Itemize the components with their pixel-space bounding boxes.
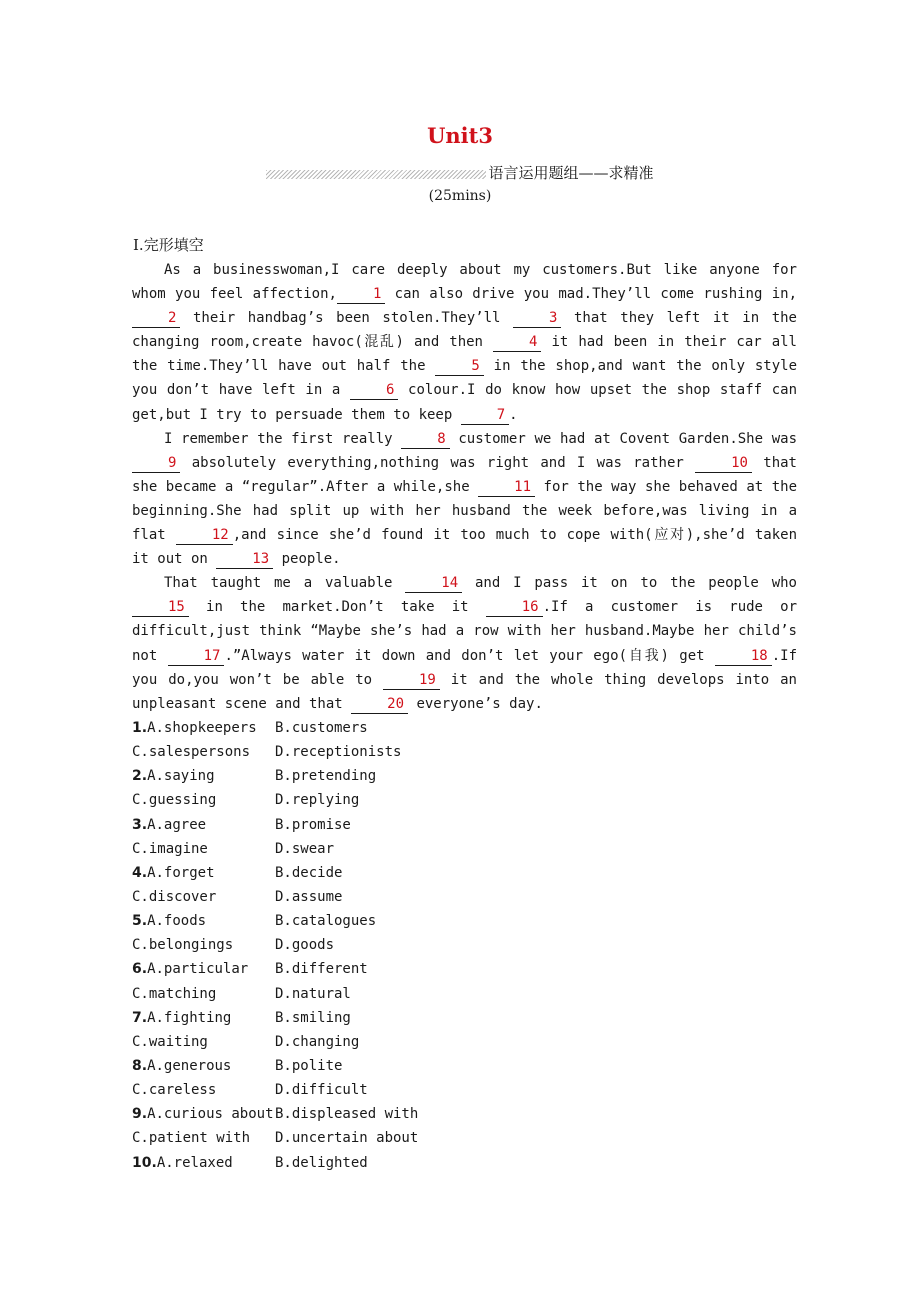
option-choice <box>132 933 233 957</box>
passage-text: in the market.Don’t take it <box>188 599 486 616</box>
question-number: 1. <box>132 720 148 736</box>
option-row <box>132 1102 832 1126</box>
question-options <box>132 716 832 1175</box>
passage-text: that they left it in the changing room,create havoc(混乱) and then <box>132 310 797 351</box>
option-choice: B.decide <box>275 864 343 881</box>
option-choice <box>132 885 216 909</box>
option-choice <box>132 1030 208 1054</box>
option-choice <box>132 1126 250 1150</box>
option-text: A.shopkeepers <box>147 720 257 736</box>
question-number: 8. <box>132 1057 148 1074</box>
option-choice: D.difficult <box>275 1082 368 1099</box>
passage-text: and I pass it on to the people who <box>462 575 797 592</box>
decorative-hatch-bar <box>266 170 486 179</box>
option-choice <box>132 1054 231 1078</box>
option-row <box>132 764 832 788</box>
passage-text: it and the whole thing develops into an unpleasant scene and that <box>132 671 797 712</box>
option-choice: D.goods <box>275 937 335 954</box>
blank-number: 18 <box>715 647 772 666</box>
option-text: C.salespersons <box>132 744 251 761</box>
option-choice: D.swear <box>275 840 335 857</box>
option-text: A.particular <box>147 961 249 978</box>
option-choice <box>132 764 215 788</box>
blank-number: 14 <box>405 574 462 593</box>
passage-paragraph <box>132 258 797 427</box>
option-choice <box>132 788 216 812</box>
option-choice: D.receptionists <box>275 744 402 761</box>
option-text: A.saying <box>147 768 215 785</box>
passage-text: people. <box>273 551 341 568</box>
passage-text: .If you do,you won’t be able to <box>132 647 798 688</box>
option-text: A.agree <box>147 816 207 833</box>
option-text: C.imagine <box>132 840 208 857</box>
duration-label: (25mins) <box>428 188 492 204</box>
passage-text: that she became a “regular”.After a while,she <box>132 454 797 495</box>
passage-text: customer we had at Covent Garden.She was <box>449 430 797 447</box>
option-text: C.discover <box>132 888 217 905</box>
passage-text: That taught me a valuable <box>164 575 406 592</box>
blank-number: 10 <box>695 454 752 473</box>
blank-number: 5 <box>435 357 483 376</box>
option-row <box>132 933 832 957</box>
option-row <box>132 740 832 764</box>
option-text: A.forget <box>147 864 215 881</box>
option-text: A.fighting <box>147 1009 232 1026</box>
option-choice <box>132 1078 216 1102</box>
option-row <box>132 813 832 837</box>
option-choice <box>132 909 206 933</box>
passage-text: it had been in their car all the time.They’ll have out half the <box>132 334 797 375</box>
page-title: Unit3 <box>427 123 493 148</box>
option-choice <box>132 1102 274 1126</box>
passage-text: .If a customer is rude or difficult,just think “Maybe she’s had a row with her husband.Maybe her child’s not <box>132 599 798 664</box>
option-row <box>132 885 832 909</box>
option-text: A.curious about <box>147 1106 274 1123</box>
blank-number: 19 <box>383 671 440 690</box>
question-number: 10. <box>132 1154 157 1171</box>
passage-text: everyone’s day. <box>408 695 543 712</box>
option-choice <box>132 1006 231 1030</box>
question-number: 6. <box>132 961 148 978</box>
option-choice <box>132 861 215 885</box>
question-number: 3. <box>132 816 148 833</box>
question-number: 7. <box>132 1009 148 1026</box>
option-choice <box>132 957 248 981</box>
subtitle-row <box>0 162 920 183</box>
option-text: C.matching <box>132 985 217 1002</box>
option-choice <box>132 813 206 837</box>
passage-text: colour.I do know how upset the shop staff can get,but I try to persuade them to keep <box>132 382 797 423</box>
blank-number: 2 <box>132 309 180 328</box>
option-choice: D.natural <box>275 985 351 1002</box>
question-number: 2. <box>132 768 148 785</box>
option-row <box>132 957 832 981</box>
option-row <box>132 982 832 1006</box>
passage-text: their handbag’s been stolen.They’ll <box>180 310 513 327</box>
option-choice: B.displeased with <box>275 1106 419 1123</box>
option-text: C.belongings <box>132 937 234 954</box>
subtitle: 语言运用题组——求精准 <box>488 164 654 182</box>
passage-text: for the way she behaved at the beginning.She had split up with her husband the week before,was living in a flat <box>132 478 798 544</box>
option-text: C.waiting <box>132 1033 208 1050</box>
option-choice: B.promise <box>275 816 351 833</box>
blank-number: 17 <box>168 647 225 666</box>
option-choice: D.replying <box>275 792 360 809</box>
passage-paragraph <box>132 571 797 716</box>
blank-number: 6 <box>350 381 398 400</box>
option-row <box>132 716 832 740</box>
option-choice <box>132 740 250 764</box>
passage-text: As a businesswoman,I care deeply about my customers.But like anyone for whom you feel affection, <box>132 262 797 303</box>
blank-number: 20 <box>351 695 408 714</box>
blank-number: 8 <box>401 430 449 449</box>
option-text: C.guessing <box>132 792 217 809</box>
option-row <box>132 1078 832 1102</box>
option-row <box>132 861 832 885</box>
section-title: Ⅰ.完形填空 <box>133 236 204 254</box>
option-choice: B.polite <box>275 1057 343 1074</box>
cloze-passage <box>132 258 797 716</box>
passage-text: I remember the first really <box>164 430 402 447</box>
option-text: C.patient with <box>132 1130 251 1147</box>
blank-number: 4 <box>493 333 541 352</box>
blank-number: 15 <box>132 598 189 617</box>
blank-number: 9 <box>132 454 180 473</box>
question-number: 9. <box>132 1106 148 1123</box>
passage-text: ,and since she’d found it too much to cope with(应对),she’d taken it out on <box>132 527 797 568</box>
option-row <box>132 837 832 861</box>
blank-number: 12 <box>176 526 233 545</box>
blank-number: 13 <box>216 550 273 569</box>
passage-text: .”Always water it down and don’t let your ego(自我) get <box>224 647 715 664</box>
blank-number: 16 <box>486 598 543 617</box>
option-choice: D.changing <box>275 1033 360 1050</box>
option-row <box>132 909 832 933</box>
option-choice <box>132 982 216 1006</box>
blank-number: 1 <box>337 285 385 304</box>
blank-number: 3 <box>513 309 561 328</box>
option-choice: B.delighted <box>275 1154 368 1171</box>
option-choice <box>132 1151 233 1175</box>
option-row <box>132 1030 832 1054</box>
blank-number: 7 <box>461 406 509 425</box>
passage-text: can also drive you mad.They’ll come rushing in, <box>385 286 797 303</box>
question-number: 4. <box>132 864 148 881</box>
option-choice: D.uncertain about <box>275 1130 419 1147</box>
option-choice: D.assume <box>275 888 343 905</box>
option-choice: B.catalogues <box>275 913 377 930</box>
option-text: A.relaxed <box>156 1154 233 1171</box>
option-choice <box>132 716 257 740</box>
option-row <box>132 1054 832 1078</box>
option-choice: B.different <box>275 961 368 978</box>
passage-text: . <box>509 406 518 423</box>
option-text: A.generous <box>147 1057 232 1074</box>
passage-text: absolutely everything,nothing was right and I was rather <box>180 454 696 471</box>
option-choice <box>132 837 208 861</box>
question-number: 5. <box>132 913 148 930</box>
blank-number: 11 <box>478 478 535 497</box>
option-row <box>132 1126 832 1150</box>
option-choice: B.smiling <box>275 1009 351 1026</box>
option-row <box>132 788 832 812</box>
option-choice: B.customers <box>275 720 368 736</box>
option-text: C.careless <box>132 1082 217 1099</box>
option-row <box>132 1006 832 1030</box>
passage-paragraph <box>132 427 797 572</box>
passage-text: in the shop,and want the only style you don’t have left in a <box>132 358 797 399</box>
option-row <box>132 1151 832 1175</box>
option-text: A.foods <box>147 913 207 930</box>
option-choice: B.pretending <box>275 768 377 785</box>
